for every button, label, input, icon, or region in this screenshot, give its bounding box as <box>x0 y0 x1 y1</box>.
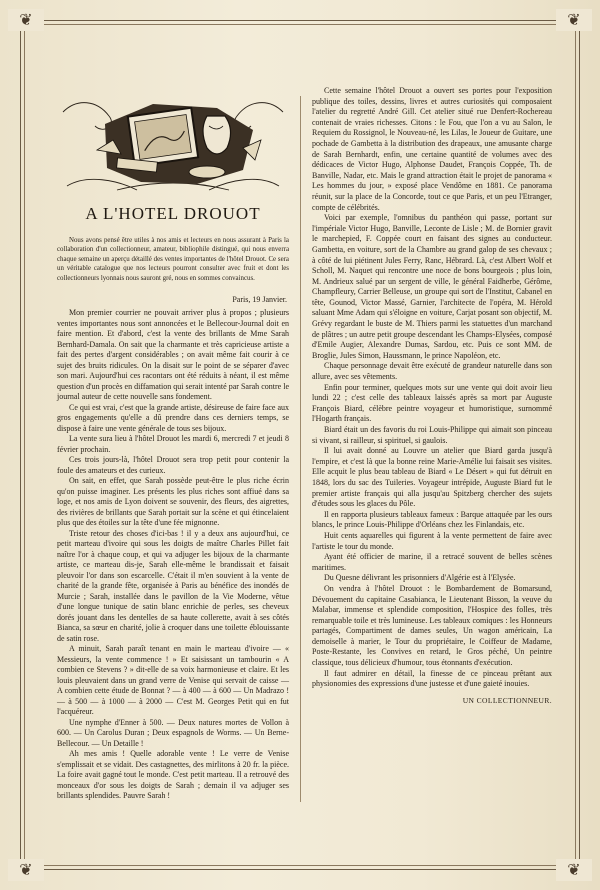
corner-ornament-icon: ❦ <box>8 859 44 881</box>
still-life-vignette-icon <box>57 90 289 196</box>
body-paragraph: Ce qui est vrai, c'est que la grande artiste, désireuse de faire face aux gros engagements qu'elle a dû prendre dans ces derniers temps, se dispose à faire une vente générale de tous ses bijoux. <box>57 402 289 433</box>
corner-ornament-icon: ❦ <box>556 9 592 31</box>
author-signature: UN COLLECTIONNEUR. <box>462 695 552 705</box>
corner-ornament-icon: ❦ <box>8 9 44 31</box>
left-column <box>57 90 289 802</box>
body-paragraph: Du Quesne délivrant les prisonniers d'Algérie est à l'Elysée. <box>324 573 516 583</box>
corner-ornament-icon: ❦ <box>556 859 592 881</box>
body-paragraph: Biard était un des favoris du roi Louis-Philippe qui aimait son pinceau si vivant, si railleur, si spirituel, si gaulois. <box>312 425 552 445</box>
body-paragraph: La vente sura lieu à l'hôtel Drouot les mardi 6, mercredi 7 et jeudi 8 février prochain. <box>57 434 289 454</box>
dateline: Paris, 19 Janvier. <box>232 295 287 305</box>
body-paragraph: Il en rapporta plusieurs tableaux fameux : Barque attaquée par les ours blancs, le prince Louis-Philippe d'Orléans chez les Finlandais, etc. <box>312 509 552 530</box>
article-title: A L'HOTEL DROUOT <box>85 204 261 223</box>
column-divider <box>300 96 301 802</box>
body-paragraph: A minuit, Sarah paraît tenant en main le marteau d'ivoire — « Messieurs, la vente commence ! » Et saisissant un tambourin « A combien ce Stevens ? » dit-elle de sa voix harmonieuse et claire. Et les louis pleuvaient dans un grand verre de Venise qui servait de caisse — A combien cette étude de Bonnat ? — à 400 — à 600 — Un Madrazo ! — à 500 — à 1000 — à 2000 — C'est M. Georges Petit qui en fut l'acquéreur. <box>57 644 289 717</box>
body-paragraph: Triste retour des choses d'ici-bas ! il y a deux ans aujourd'hui, ce petit marteau d'ivoire qui sous les doigts de maître Charles Pillet fait naître l'or à chaque coup, et qui va adjuger les bijoux de la charmante artiste, ce marteau dis-je, Sarah elle-même le brandissait et faisait pleuvoir l'or dans son escarcelle. C'était il m'en souvient à la vente de charité de la grande fête, organisée à Paris au bénéfice des inondés de Murcie ; Sarah, installée dans le pavillon de la Vie Moderne, vêtue d'une longue tunique de satin blanc enrichie de perles, ses cheveux dorés jouant dans les dentelles de sa haute collerette, avait à ses côtés Bianca, sa sœur en charité, jolie à croquer dans une toilette éblouissante de satin rose. <box>57 528 289 643</box>
body-paragraph: Il faut admirer en détail, la finesse de ce pinceau prêtant aux physionomies des expressions d'une justesse et d'une gaieté inouies. <box>312 668 552 689</box>
body-paragraph: Enfin pour terminer, quelques mots sur une vente qui doit avoir lieu lundi 22 ; c'est celle des tableaux laissés après sa mort par Auguste François Biard, célèbre peintre voyageur et humoristique, surnommé l'Hogarth français. <box>312 382 552 424</box>
body-paragraph: Cette semaine l'hôtel Drouot a ouvert ses portes pour l'exposition publique des toiles, dessins, livres et autres curiosités qui composaient l'atelier du regretté André Gill. Cet atelier situé rue Denfert-Rochereau contenait de vraies richesses. Citons : le Fou, que l'on a vu au Salon, le Requiem du Rossignol, le Nouveau-né, les Lilas, le Joueur de Guitare, une pochade de Gambetta à la distribution des drapeaux, une amusante charge de Sarah Bernhardt, enfin, une certaine quantité de volumes avec des dédicaces de Victor Hugo, Alphonse Daudet, François Coppée, Th. de Banville, Nadar, etc. Mais le grand attraction était le projet de panorama « Les hommes du jour, » exposé place Vendôme en 1881. Ce panorama réunit, sur la place de la Concorde, tout ce que Paris, et un peu l'Etranger, compte de célébrités. <box>312 86 552 212</box>
body-paragraph: Ces trois jours-là, l'hôtel Drouot sera trop petit pour contenir la foule des amateurs et des curieux. <box>57 455 289 475</box>
body-paragraph: Huit cents aquarelles qui figurent à la vente permettent de faire avec l'artiste le tour du monde. <box>312 530 552 551</box>
body-paragraph: Chaque personnage devait être exécuté de grandeur naturelle dans son allure, avec ses vêtements. <box>312 361 552 382</box>
left-body <box>57 308 289 802</box>
body-paragraph: Ayant été officier de marine, il a retracé souvent de belles scènes maritimes. <box>312 552 552 572</box>
body-paragraph: On sait, en effet, que Sarah possède peut-être le plus riche écrin qu'on puisse imaginer. Les présents les plus riches sont affiué dans sa loge, et nos amis de Lyon doivent se souvenir, des fleurs, des aigrettes, des rivières de brillants que Sarah portait sur la scène et qui étincelaient plus que des étoiles sur la tête d'une fée mignonne. <box>57 476 289 528</box>
body-paragraph: Une nymphe d'Enner à 500. — Deux natures mortes de Vollon à 600. — Un Carolus Duran ; Deux espagnols de Worms. — Un Berne-Bellecour. — Un Detaille ! <box>57 717 289 748</box>
article-intro <box>57 236 289 283</box>
right-column <box>312 86 552 705</box>
body-paragraph: On vendra à l'hôtel Drouot : le Bombardement de Bomarsund, Dévouement du capitaine Casabianca, le Lieutenant Bisson, la veuve du Malabar, immense et splendide composition, l'Hospice des folles, très remarquable toile et très lumineuse. Les tableaux comiques : les Honneurs partagés, Compartiment de dames seules, Un wagon américain, La demoiselle à marier, le Tour du propriétaire, le Coiffeur de Madame, Poste-Restante, les Convives en retard, le Gros péché, Un peintre classique, tous délicieux d'humour, tous étonnants d'exécution. <box>312 583 552 668</box>
body-paragraph: Voici par exemple, l'omnibus du panthéon qui passe, portant sur l'impériale Victor Hugo, Banville, Leconte de Lisle ; M. de Bornier gravit le marchepied, F. Coppée court en faisant des signes au conducteur. Gambetta, en voiture, sort de la Chambre au grand galop de ses chevaux ; à côté de lui piétinent Jules Ferry, Ranc, Hébrard. Là, c'est Albert Wolf et Scholl, M. Naquet qui rencontre une noce de bons bourgeois ; plus loin, M. Andrieux salué par un sergent de ville, le général Faidherbe, Gérôme, Champfleury, Carrier Belleuse, un groupe qui sort de l'Institut, Cabanel en tête, Gounod, Victor Massé, Garnier, l'architecte de l'opéra, M. Hérold saluant Mme Adam qui s'éloigne en voiture, Carjat posant son objectif, M. Grévy regardant le buste de M. Thiers parmi les statuettes d'un marchand de plâtres ; un autre petit groupe descendant les Champs-Elysées, composé d'Emile Augier, Alexandre Dumas, Sardou, etc. Puis ce sont MM. de Broglie, Jules Simon, Haussmann, le prince Napoléon, etc. <box>312 213 552 360</box>
body-paragraph: Mon premier courrier ne pouvait arriver plus à propos ; plusieurs ventes importantes nous sont annoncées et le Bellecour-Journal doit en faire mention. Et d'abord, c'est la vente des brillants de Mme Sarah Bernhard-Damala. On sait que la charmante et très capricieuse artiste a fait des pertes d'argent considérables ; on avait même fait courir à ce sujet des bruits ridicules. On la disait sur le point de se séparer d'avec son mari. Aujourd'hui ces racontars ont été réduits à néant, il est même question d'un procès en diffamation qui serait intenté par Sarah contre le journal auteur de cette nouvelle sans fondement. <box>57 308 289 402</box>
body-paragraph: Ah mes amis ! Quelle adorable vente ! Le verre de Venise s'emplissait et se vidait. Des castagnettes, des mirlitons à 20 fr. la pièce. La foire avait gagné tout le monde. C'est petit marteau. Il a retrouvé des monceaux d'or sous les doigts de Sarah ; demain il va adjuger ses brillants splendides. Pauvre Sarah ! <box>57 749 289 801</box>
body-paragraph: Il lui avait donné au Louvre un atelier que Biard garda jusqu'à l'empire, et c'est là que la bonne reine Marie-Amélie lui faisait ses visites. Elle acquit le plus beau tableau de Biard « Le Désert » qui fut détruit en 1848, lors du sac des Tuileries. Voyageur intrépide, Auguste Biard fut le premier artiste français qui alla jusqu'au Spitzberg chercher des sujets d'études sous les glaces du Pôle. <box>312 446 552 509</box>
right-body <box>312 86 552 690</box>
intro-paragraph: Nous avons pensé être utiles à nos amis et lecteurs en nous assurant à Paris la collaboration d'un collectionneur, amateur, bibliophile distingué, qui nous enverra chaque semaine un aperçu détaillé des ventes importantes de l'hôtel Drouot. Ce sera un véritable catalogue que nos lecteurs pourront consulter avec fruit et dont les collectionneurs lyonnais nous sauront gré, nous en sommes convaincus. <box>57 237 289 282</box>
